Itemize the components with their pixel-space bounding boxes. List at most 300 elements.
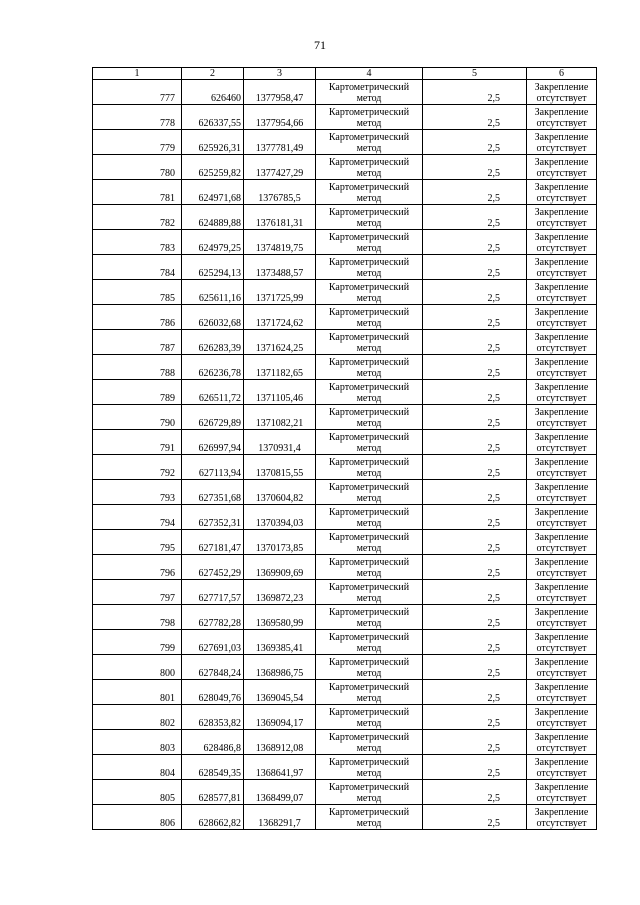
- coordinate-x-cell: 627691,03: [182, 630, 244, 655]
- accuracy-cell: 2,5: [423, 130, 527, 155]
- fixation-cell: [527, 480, 597, 505]
- accuracy-cell: 2,5: [423, 430, 527, 455]
- method-line: Картометрический: [328, 357, 410, 368]
- method-line: метод: [356, 643, 382, 654]
- fixation-line: отсутствует: [536, 293, 587, 304]
- accuracy-cell: 2,5: [423, 305, 527, 330]
- fixation-line: Закрепление: [534, 207, 589, 218]
- method-line: Картометрический: [328, 382, 410, 393]
- accuracy-cell: 2,5: [423, 705, 527, 730]
- coordinate-x-cell: 628577,81: [182, 780, 244, 805]
- method-line: Картометрический: [328, 682, 410, 693]
- table-row: [93, 130, 597, 155]
- accuracy-cell: 2,5: [423, 280, 527, 305]
- method-line: метод: [356, 693, 382, 704]
- method-line: Картометрический: [328, 632, 410, 643]
- fixation-cell: [527, 130, 597, 155]
- method-line: Картометрический: [328, 532, 410, 543]
- method-line: Картометрический: [328, 582, 410, 593]
- coordinate-y-cell: 1368986,75: [244, 655, 316, 680]
- method-cell: [316, 255, 423, 280]
- coordinate-x-cell: 627848,24: [182, 655, 244, 680]
- method-cell: [316, 705, 423, 730]
- fixation-cell: [527, 630, 597, 655]
- fixation-cell: [527, 330, 597, 355]
- fixation-cell: [527, 430, 597, 455]
- method-line: метод: [356, 143, 382, 154]
- point-number-cell: 796: [93, 555, 182, 580]
- fixation-line: отсутствует: [536, 668, 587, 679]
- method-line: Картометрический: [328, 482, 410, 493]
- coordinate-y-cell: 1370394,03: [244, 505, 316, 530]
- coordinate-x-cell: 628549,35: [182, 755, 244, 780]
- fixation-cell: [527, 555, 597, 580]
- method-line: метод: [356, 418, 382, 429]
- fixation-line: отсутствует: [536, 818, 587, 829]
- fixation-cell: [527, 580, 597, 605]
- fixation-line: Закрепление: [534, 232, 589, 243]
- coordinate-x-cell: 627782,28: [182, 605, 244, 630]
- fixation-line: Закрепление: [534, 557, 589, 568]
- table-row: [93, 730, 597, 755]
- method-line: метод: [356, 393, 382, 404]
- point-number-cell: 792: [93, 455, 182, 480]
- point-number-cell: 784: [93, 255, 182, 280]
- method-line: метод: [356, 818, 382, 829]
- fixation-cell: [527, 455, 597, 480]
- fixation-line: отсутствует: [536, 418, 587, 429]
- method-cell: [316, 630, 423, 655]
- method-line: метод: [356, 368, 382, 379]
- table-row: [93, 580, 597, 605]
- fixation-line: отсутствует: [536, 593, 587, 604]
- coordinate-x-cell: 625294,13: [182, 255, 244, 280]
- fixation-line: Закрепление: [534, 107, 589, 118]
- method-line: метод: [356, 793, 382, 804]
- fixation-line: Закрепление: [534, 482, 589, 493]
- fixation-line: Закрепление: [534, 457, 589, 468]
- fixation-line: отсутствует: [536, 368, 587, 379]
- accuracy-cell: 2,5: [423, 105, 527, 130]
- coordinate-y-cell: 1369909,69: [244, 555, 316, 580]
- table-row: [93, 405, 597, 430]
- point-number-cell: 801: [93, 680, 182, 705]
- point-number-cell: 789: [93, 380, 182, 405]
- coordinate-x-cell: 625611,16: [182, 280, 244, 305]
- table-row: [93, 155, 597, 180]
- coordinate-y-cell: 1371105,46: [244, 380, 316, 405]
- coordinate-y-cell: 1368499,07: [244, 780, 316, 805]
- coordinate-y-cell: 1377427,29: [244, 155, 316, 180]
- method-line: Картометрический: [328, 82, 410, 93]
- table-row: [93, 705, 597, 730]
- fixation-cell: [527, 230, 597, 255]
- method-line: Картометрический: [328, 457, 410, 468]
- table-row: [93, 355, 597, 380]
- coordinate-x-cell: 628049,76: [182, 680, 244, 705]
- method-cell: [316, 355, 423, 380]
- fixation-line: Закрепление: [534, 357, 589, 368]
- coordinate-x-cell: 626511,72: [182, 380, 244, 405]
- table-row: [93, 780, 597, 805]
- accuracy-cell: 2,5: [423, 680, 527, 705]
- fixation-cell: [527, 505, 597, 530]
- method-line: метод: [356, 618, 382, 629]
- header-col-3: 3: [244, 68, 316, 80]
- coordinate-y-cell: 1371724,62: [244, 305, 316, 330]
- accuracy-cell: 2,5: [423, 780, 527, 805]
- point-number-cell: 785: [93, 280, 182, 305]
- table-row: [93, 555, 597, 580]
- fixation-cell: [527, 80, 597, 105]
- table-row: [93, 655, 597, 680]
- method-line: метод: [356, 768, 382, 779]
- method-line: Картометрический: [328, 232, 410, 243]
- method-line: Картометрический: [328, 182, 410, 193]
- method-cell: [316, 680, 423, 705]
- method-cell: [316, 505, 423, 530]
- coordinate-x-cell: 628486,8: [182, 730, 244, 755]
- point-number-cell: 806: [93, 805, 182, 830]
- point-number-cell: 791: [93, 430, 182, 455]
- accuracy-cell: 2,5: [423, 180, 527, 205]
- header-col-5: 5: [423, 68, 527, 80]
- coordinate-y-cell: 1374819,75: [244, 230, 316, 255]
- table-row: [93, 430, 597, 455]
- fixation-line: Закрепление: [534, 332, 589, 343]
- coordinate-y-cell: 1371725,99: [244, 280, 316, 305]
- fixation-line: отсутствует: [536, 743, 587, 754]
- accuracy-cell: 2,5: [423, 480, 527, 505]
- fixation-line: отсутствует: [536, 268, 587, 279]
- coordinate-y-cell: 1371624,25: [244, 330, 316, 355]
- method-line: метод: [356, 118, 382, 129]
- fixation-line: отсутствует: [536, 318, 587, 329]
- coordinate-y-cell: 1377781,49: [244, 130, 316, 155]
- fixation-cell: [527, 155, 597, 180]
- method-line: метод: [356, 493, 382, 504]
- method-cell: [316, 580, 423, 605]
- method-line: Картометрический: [328, 732, 410, 743]
- method-line: Картометрический: [328, 107, 410, 118]
- method-line: метод: [356, 543, 382, 554]
- table-row: [93, 205, 597, 230]
- method-cell: [316, 430, 423, 455]
- fixation-line: Закрепление: [534, 307, 589, 318]
- coordinate-x-cell: 628662,82: [182, 805, 244, 830]
- method-cell: [316, 730, 423, 755]
- accuracy-cell: 2,5: [423, 580, 527, 605]
- coordinate-y-cell: 1370931,4: [244, 430, 316, 455]
- coordinate-y-cell: 1369385,41: [244, 630, 316, 655]
- method-line: метод: [356, 743, 382, 754]
- accuracy-cell: 2,5: [423, 205, 527, 230]
- header-col-2: 2: [182, 68, 244, 80]
- method-cell: [316, 230, 423, 255]
- accuracy-cell: 2,5: [423, 380, 527, 405]
- fixation-cell: [527, 655, 597, 680]
- table-row: [93, 180, 597, 205]
- method-line: Картометрический: [328, 207, 410, 218]
- point-number-cell: 798: [93, 605, 182, 630]
- accuracy-cell: 2,5: [423, 355, 527, 380]
- fixation-line: отсутствует: [536, 393, 587, 404]
- method-line: метод: [356, 318, 382, 329]
- method-cell: [316, 305, 423, 330]
- method-cell: [316, 155, 423, 180]
- method-cell: [316, 755, 423, 780]
- point-number-cell: 790: [93, 405, 182, 430]
- coordinate-x-cell: 626997,94: [182, 430, 244, 455]
- coordinate-y-cell: 1370604,82: [244, 480, 316, 505]
- method-line: метод: [356, 518, 382, 529]
- fixation-line: отсутствует: [536, 518, 587, 529]
- fixation-line: Закрепление: [534, 682, 589, 693]
- fixation-line: отсутствует: [536, 718, 587, 729]
- accuracy-cell: 2,5: [423, 405, 527, 430]
- method-cell: [316, 605, 423, 630]
- method-cell: [316, 530, 423, 555]
- accuracy-cell: 2,5: [423, 555, 527, 580]
- method-cell: [316, 380, 423, 405]
- fixation-line: Закрепление: [534, 382, 589, 393]
- coordinate-x-cell: 627351,68: [182, 480, 244, 505]
- method-cell: [316, 555, 423, 580]
- coordinate-y-cell: 1373488,57: [244, 255, 316, 280]
- method-cell: [316, 455, 423, 480]
- method-line: Картометрический: [328, 157, 410, 168]
- table-row: [93, 755, 597, 780]
- fixation-line: Закрепление: [534, 282, 589, 293]
- coordinate-y-cell: 1369580,99: [244, 605, 316, 630]
- fixation-line: отсутствует: [536, 93, 587, 104]
- fixation-cell: [527, 805, 597, 830]
- method-line: Картометрический: [328, 807, 410, 818]
- fixation-cell: [527, 280, 597, 305]
- coordinate-y-cell: 1376181,31: [244, 205, 316, 230]
- fixation-line: Закрепление: [534, 807, 589, 818]
- coordinates-table: [92, 67, 597, 830]
- accuracy-cell: 2,5: [423, 80, 527, 105]
- method-cell: [316, 480, 423, 505]
- fixation-line: отсутствует: [536, 193, 587, 204]
- point-number-cell: 786: [93, 305, 182, 330]
- point-number-cell: 787: [93, 330, 182, 355]
- method-line: Картометрический: [328, 432, 410, 443]
- accuracy-cell: 2,5: [423, 455, 527, 480]
- point-number-cell: 797: [93, 580, 182, 605]
- fixation-cell: [527, 355, 597, 380]
- coordinate-x-cell: 626236,78: [182, 355, 244, 380]
- fixation-line: отсутствует: [536, 568, 587, 579]
- fixation-line: Закрепление: [534, 782, 589, 793]
- point-number-cell: 788: [93, 355, 182, 380]
- point-number-cell: 778: [93, 105, 182, 130]
- point-number-cell: 794: [93, 505, 182, 530]
- point-number-cell: 803: [93, 730, 182, 755]
- coordinate-x-cell: 627717,57: [182, 580, 244, 605]
- header-col-6: 6: [527, 68, 597, 80]
- table-row: [93, 480, 597, 505]
- fixation-line: отсутствует: [536, 543, 587, 554]
- table-row: [93, 455, 597, 480]
- method-cell: [316, 805, 423, 830]
- fixation-line: Закрепление: [534, 432, 589, 443]
- fixation-line: Закрепление: [534, 257, 589, 268]
- point-number-cell: 795: [93, 530, 182, 555]
- accuracy-cell: 2,5: [423, 630, 527, 655]
- coordinate-x-cell: 624971,68: [182, 180, 244, 205]
- header-col-1: 1: [93, 68, 182, 80]
- fixation-line: Закрепление: [534, 582, 589, 593]
- table-row: [93, 805, 597, 830]
- accuracy-cell: 2,5: [423, 230, 527, 255]
- table-body: [93, 80, 597, 830]
- coordinate-x-cell: 626032,68: [182, 305, 244, 330]
- method-line: метод: [356, 293, 382, 304]
- table-row: [93, 305, 597, 330]
- fixation-cell: [527, 780, 597, 805]
- method-line: метод: [356, 93, 382, 104]
- accuracy-cell: 2,5: [423, 805, 527, 830]
- method-line: Картометрический: [328, 757, 410, 768]
- accuracy-cell: 2,5: [423, 655, 527, 680]
- point-number-cell: 777: [93, 80, 182, 105]
- coordinate-y-cell: 1369094,17: [244, 705, 316, 730]
- fixation-line: отсутствует: [536, 168, 587, 179]
- fixation-line: Закрепление: [534, 757, 589, 768]
- fixation-line: Закрепление: [534, 657, 589, 668]
- page-number: 71: [314, 38, 326, 52]
- fixation-cell: [527, 680, 597, 705]
- table-row: [93, 530, 597, 555]
- method-cell: [316, 280, 423, 305]
- accuracy-cell: 2,5: [423, 505, 527, 530]
- fixation-line: Закрепление: [534, 607, 589, 618]
- table-row: [93, 80, 597, 105]
- fixation-line: отсутствует: [536, 493, 587, 504]
- point-number-cell: 799: [93, 630, 182, 655]
- method-line: метод: [356, 668, 382, 679]
- method-line: метод: [356, 268, 382, 279]
- coordinate-x-cell: 624889,88: [182, 205, 244, 230]
- fixation-line: отсутствует: [536, 343, 587, 354]
- method-line: Картометрический: [328, 557, 410, 568]
- point-number-cell: 800: [93, 655, 182, 680]
- point-number-cell: 805: [93, 780, 182, 805]
- method-cell: [316, 205, 423, 230]
- point-number-cell: 804: [93, 755, 182, 780]
- point-number-cell: 802: [93, 705, 182, 730]
- table-row: [93, 255, 597, 280]
- fixation-cell: [527, 705, 597, 730]
- coordinate-x-cell: 628353,82: [182, 705, 244, 730]
- fixation-line: отсутствует: [536, 118, 587, 129]
- fixation-line: отсутствует: [536, 618, 587, 629]
- fixation-cell: [527, 605, 597, 630]
- coordinate-y-cell: 1368291,7: [244, 805, 316, 830]
- method-line: метод: [356, 193, 382, 204]
- method-line: метод: [356, 343, 382, 354]
- table-row: [93, 330, 597, 355]
- fixation-line: Закрепление: [534, 532, 589, 543]
- method-line: Картометрический: [328, 607, 410, 618]
- method-line: Картометрический: [328, 132, 410, 143]
- table-row: [93, 680, 597, 705]
- coordinate-y-cell: 1377958,47: [244, 80, 316, 105]
- method-line: метод: [356, 218, 382, 229]
- fixation-line: Закрепление: [534, 732, 589, 743]
- method-line: Картометрический: [328, 707, 410, 718]
- accuracy-cell: 2,5: [423, 755, 527, 780]
- fixation-line: отсутствует: [536, 793, 587, 804]
- point-number-cell: 779: [93, 130, 182, 155]
- fixation-line: Закрепление: [534, 132, 589, 143]
- method-cell: [316, 655, 423, 680]
- coordinate-x-cell: 627352,31: [182, 505, 244, 530]
- method-cell: [316, 80, 423, 105]
- method-line: метод: [356, 593, 382, 604]
- coordinate-y-cell: 1370173,85: [244, 530, 316, 555]
- coordinate-y-cell: 1376785,5: [244, 180, 316, 205]
- method-cell: [316, 180, 423, 205]
- method-line: метод: [356, 568, 382, 579]
- method-cell: [316, 130, 423, 155]
- coordinate-x-cell: 626460: [182, 80, 244, 105]
- fixation-cell: [527, 180, 597, 205]
- method-cell: [316, 105, 423, 130]
- accuracy-cell: 2,5: [423, 530, 527, 555]
- table-row: [93, 605, 597, 630]
- fixation-line: отсутствует: [536, 643, 587, 654]
- coordinate-y-cell: 1377954,66: [244, 105, 316, 130]
- accuracy-cell: 2,5: [423, 155, 527, 180]
- method-cell: [316, 780, 423, 805]
- fixation-cell: [527, 405, 597, 430]
- coordinate-y-cell: 1368641,97: [244, 755, 316, 780]
- method-cell: [316, 405, 423, 430]
- fixation-line: отсутствует: [536, 243, 587, 254]
- point-number-cell: 781: [93, 180, 182, 205]
- accuracy-cell: 2,5: [423, 730, 527, 755]
- fixation-line: отсутствует: [536, 768, 587, 779]
- fixation-cell: [527, 255, 597, 280]
- table-row: [93, 380, 597, 405]
- coordinate-y-cell: 1371182,65: [244, 355, 316, 380]
- method-line: Картометрический: [328, 657, 410, 668]
- method-line: Картометрический: [328, 507, 410, 518]
- method-line: метод: [356, 468, 382, 479]
- method-line: Картометрический: [328, 307, 410, 318]
- coordinate-x-cell: 625926,31: [182, 130, 244, 155]
- coordinate-y-cell: 1369872,23: [244, 580, 316, 605]
- fixation-line: отсутствует: [536, 468, 587, 479]
- accuracy-cell: 2,5: [423, 330, 527, 355]
- coordinate-x-cell: 626283,39: [182, 330, 244, 355]
- fixation-line: отсутствует: [536, 143, 587, 154]
- point-number-cell: 793: [93, 480, 182, 505]
- method-line: Картометрический: [328, 257, 410, 268]
- coordinate-x-cell: 625259,82: [182, 155, 244, 180]
- coordinate-y-cell: 1369045,54: [244, 680, 316, 705]
- table-row: [93, 505, 597, 530]
- header-col-4: 4: [316, 68, 423, 80]
- fixation-cell: [527, 530, 597, 555]
- method-line: метод: [356, 243, 382, 254]
- coordinate-x-cell: 627181,47: [182, 530, 244, 555]
- point-number-cell: 780: [93, 155, 182, 180]
- method-line: метод: [356, 718, 382, 729]
